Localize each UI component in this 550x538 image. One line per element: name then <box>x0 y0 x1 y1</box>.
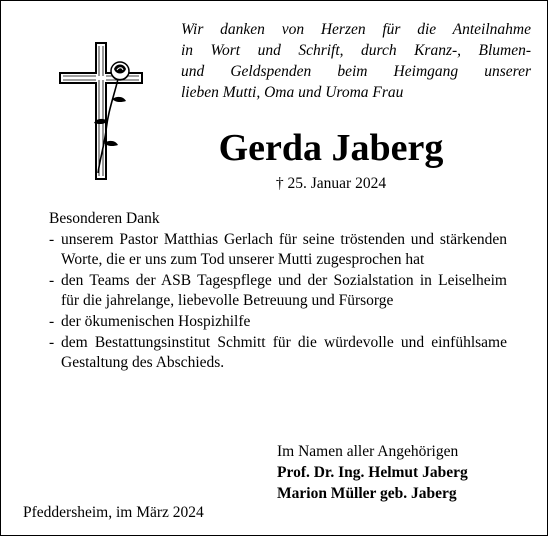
signature-block <box>277 441 527 504</box>
dash-marker: - <box>49 271 55 289</box>
thank-you-intro <box>181 19 531 103</box>
dash-marker: - <box>49 312 55 330</box>
thanks-item-text: den Teams der ASB Tagespflege und der Sozialstation in Leiselheim für die jahrelange, liebevolle Betreuung und Fürsorge <box>61 271 507 310</box>
signature-caption: Im Namen aller Angehörigen <box>277 443 459 460</box>
signer-name: Marion Müller geb. Jaberg <box>277 485 457 502</box>
death-date: † 25. Januar 2024 <box>275 175 387 192</box>
thanks-item <box>49 312 507 333</box>
thanks-item-text: dem Bestattungsinstitut Schmitt für die würdevolle und einfühlsame Gestaltung des Abschieds. <box>61 333 507 372</box>
thanks-item <box>49 271 507 312</box>
intro-line: und Geldspenden beim Heimgang unserer <box>181 63 531 80</box>
intro-line: in Wort und Schrift, durch Kranz-, Blumen- <box>181 42 531 59</box>
cross-with-rose-icon <box>56 41 146 181</box>
dash-marker: - <box>49 333 55 351</box>
thanks-item-text: unserem Pastor Matthias Gerlach für seine tröstenden und stärkenden Worte, die er uns zum Tod unserer Mutti zugesprochen hat <box>61 230 507 269</box>
signer-name: Prof. Dr. Ing. Helmut Jaberg <box>277 464 468 481</box>
intro-line: lieben Mutti, Oma und Uroma Frau <box>181 84 404 101</box>
thanks-item-text: der ökumenischen Hospizhilfe <box>61 312 251 330</box>
dash-marker: - <box>49 230 55 248</box>
intro-line: Wir danken von Herzen für die Anteilnahme <box>181 21 531 38</box>
place-and-date: Pfeddersheim, im März 2024 <box>23 504 204 521</box>
deceased-name: Gerda Jaberg <box>218 127 444 169</box>
thanks-item <box>49 333 507 374</box>
thanks-item <box>49 230 507 271</box>
special-thanks-section <box>49 209 507 374</box>
special-thanks-heading: Besonderen Dank <box>49 210 160 227</box>
